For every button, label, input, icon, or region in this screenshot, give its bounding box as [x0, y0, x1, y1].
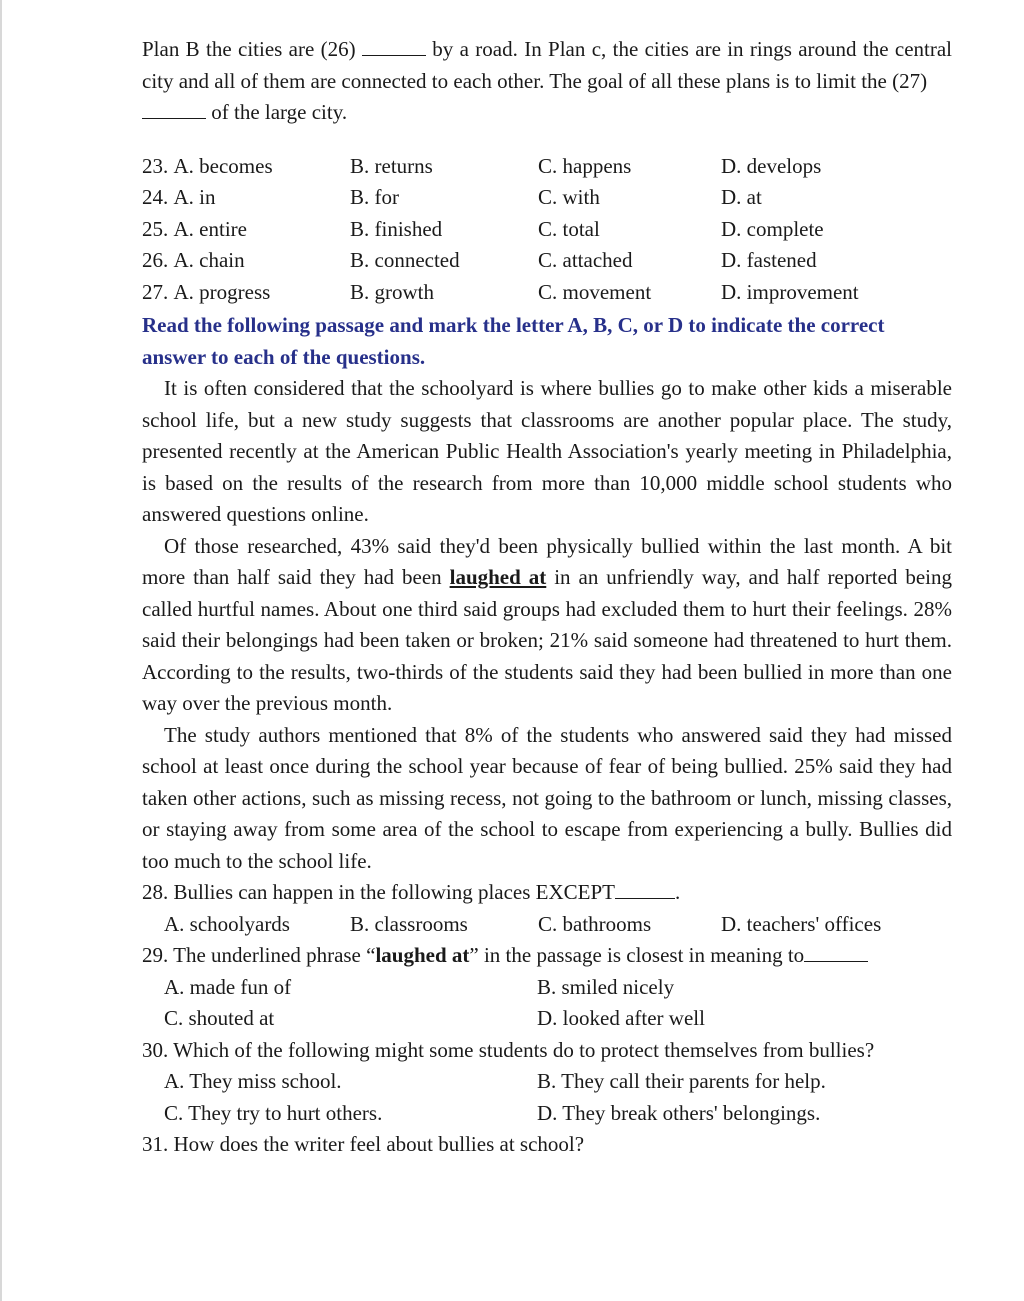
option-c: C. shouted at — [164, 1006, 275, 1030]
option-cell: 24. A. in — [142, 185, 216, 209]
passage-paragraph-1: It is often considered that the schoolyard is where bullies go to make other kids a miserable school life, but a new study suggests that classrooms are another popular place. The study, presented recently at the American Public Health Association's yearly meeting in Philadelphia, is based on the results of the research from more than 10,000 middle school students who answered questions online. — [142, 376, 952, 526]
passage-paragraph-3: The study authors mentioned that 8% of the students who answered said they had missed school at least once during the school year because of fear of being bullied. 25% said they had taken other actions, such as missing recess, not going to the bathroom or lunch, missing classes, or staying away from some area of the school to escape from experiencing a bully. Bullies did too much to the school life. — [142, 722, 952, 873]
question-30: 30. Which of the following might some students do to protect themselves from bullies? — [142, 1037, 875, 1062]
option-cell: B. finished — [350, 216, 443, 241]
option-cell: B. for — [350, 185, 399, 209]
option-cell: D. improvement — [721, 279, 859, 304]
option-d: D. looked after well — [537, 1006, 705, 1030]
option-d: D. teachers' offices — [721, 911, 882, 936]
option-c: C. They try to hurt others. — [164, 1100, 383, 1125]
question-31: 31. How does the writer feel about bullies at school? — [142, 1132, 585, 1156]
option-cell: 26. A. chain — [142, 248, 245, 272]
question-29-options-row-1 — [142, 972, 952, 1004]
question-30-options-row-2 — [142, 1098, 952, 1130]
question-28-options — [142, 909, 952, 941]
option-cell: C. movement — [538, 279, 652, 304]
question-29: 29. The underlined phrase “laughed at” in the passage is closest in meaning to — [142, 940, 952, 972]
option-a: A. schoolyards — [164, 911, 290, 936]
passage-paragraph-2: Of those researched, 43% said they'd been physically bullied within the last month. A bit more than half said they had been laughed at in an unfriendly way, and half reported being called hurtful names. About one third said groups had excluded them to hurt their feelings. 28% said their belongings had been taken or broken; 21% said someone had threatened to hurt them. According to the results, two-thirds of the students said they had been bullied in more than one way over the previous month. — [142, 533, 953, 715]
option-d: D. They break others' belongings. — [537, 1100, 821, 1125]
option-b: B. They call their parents for help. — [537, 1069, 826, 1093]
answer-blank — [804, 944, 868, 962]
section-instruction: Read the following passage and mark the letter A, B, C, or D to indicate the correct answer to each of the questions. — [142, 313, 885, 369]
document-content — [142, 34, 952, 1161]
option-cell: 23. A. becomes — [142, 153, 273, 178]
answer-blank — [615, 881, 675, 899]
intro-part2: by a road. In Plan c, the cities are in rings around the central city and all of them are connected to each other. The goal of all these plans is to limit the (27) — [142, 37, 953, 93]
blank-26 — [362, 38, 426, 56]
option-row-26 — [142, 245, 952, 277]
intro-paragraph — [142, 34, 952, 129]
option-b: B. smiled nicely — [537, 974, 675, 999]
option-c: C. bathrooms — [538, 911, 652, 936]
option-cell: C. total — [538, 216, 600, 241]
option-a: A. made fun of — [164, 974, 292, 999]
option-cell: D. fastened — [721, 248, 817, 272]
option-cell: C. happens — [538, 153, 632, 178]
option-cell: B. connected — [350, 248, 460, 272]
option-cell: D. develops — [721, 153, 822, 178]
option-cell: B. growth — [350, 279, 434, 304]
intro-part3: of the large city. — [206, 100, 348, 124]
option-cell: D. at — [721, 185, 762, 209]
blank-27 — [142, 101, 206, 119]
option-a: A. They miss school. — [164, 1069, 342, 1093]
option-cell: B. returns — [350, 153, 433, 178]
question-29-options-row-2 — [142, 1003, 952, 1035]
option-cell: C. attached — [538, 248, 633, 272]
underlined-phrase: laughed at — [449, 565, 547, 589]
option-row-25 — [142, 214, 952, 246]
option-cell: 25. A. entire — [142, 216, 247, 241]
option-row-23 — [142, 151, 952, 183]
option-cell: 27. A. progress — [142, 279, 271, 304]
option-cell: D. complete — [721, 216, 824, 241]
option-cell: C. with — [538, 185, 600, 209]
options-table — [142, 151, 952, 309]
quoted-phrase: laughed at — [375, 943, 470, 967]
option-b: B. classrooms — [350, 911, 468, 936]
intro-part1: Plan B the cities are (26) — [142, 37, 362, 61]
question-30-options-row-1 — [142, 1066, 952, 1098]
question-28: 28. Bullies can happen in the following places EXCEPT . — [142, 880, 681, 904]
option-row-24 — [142, 182, 952, 214]
option-row-27 — [142, 277, 952, 309]
